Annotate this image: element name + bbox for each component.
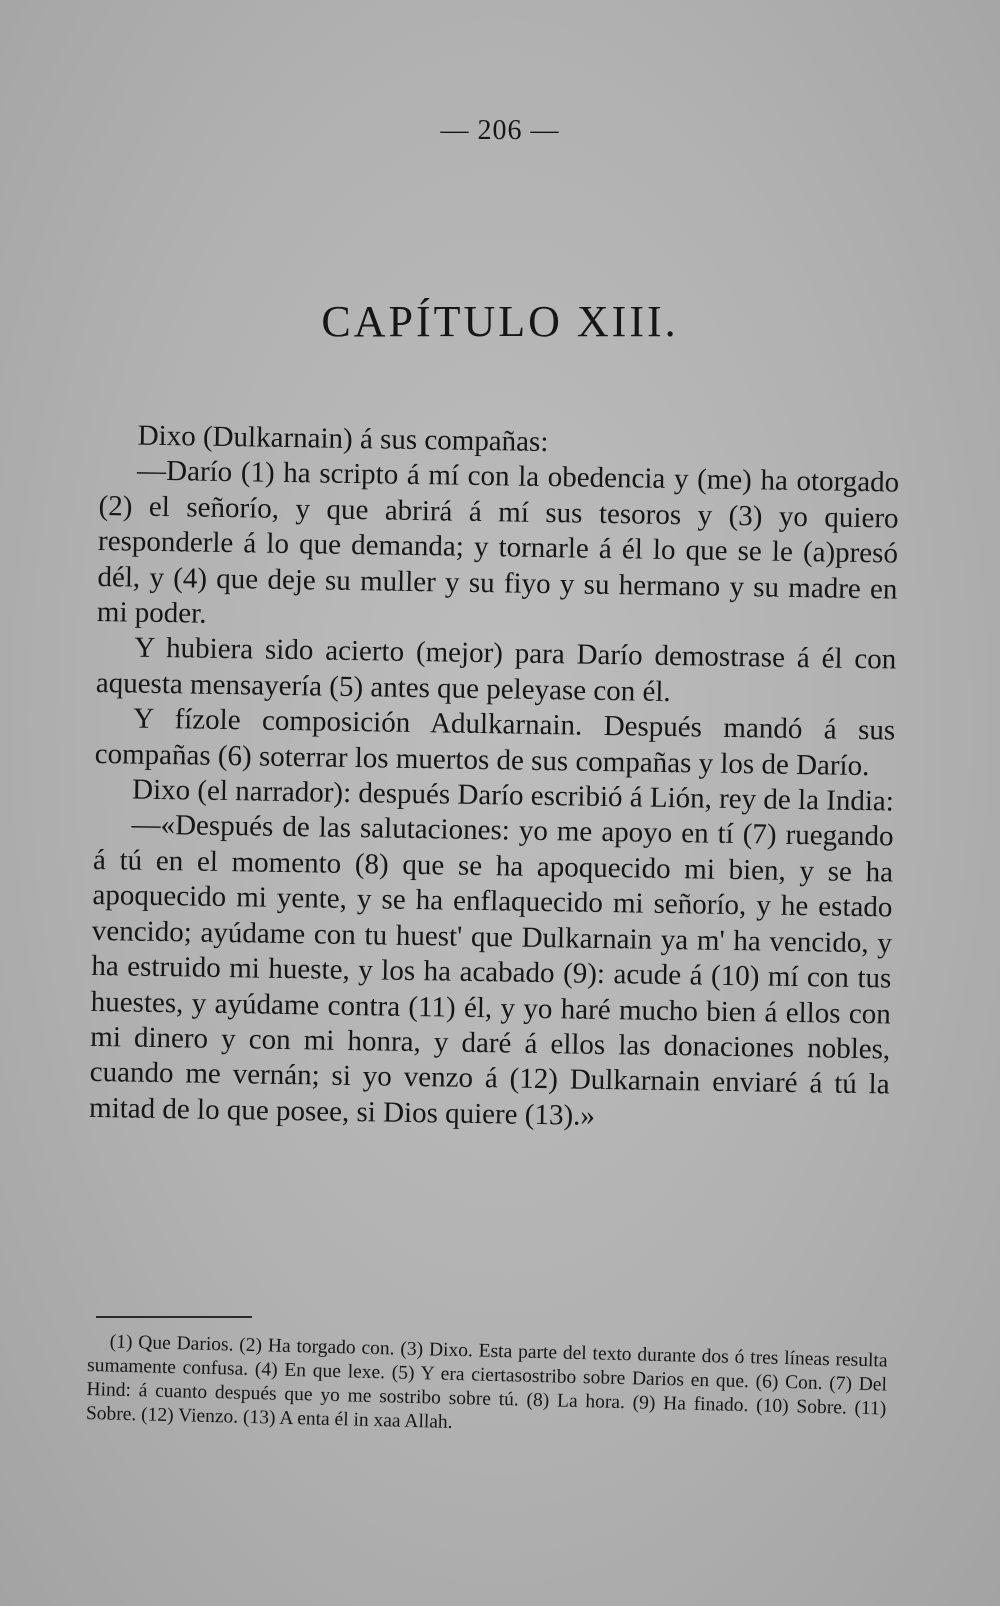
paragraph: —Darío (1) ha scripto á mí con la obedencia y (me) ha otorgado (2) el señorío, y que abrirá á mí sus tesoros y (3) yo quiero responderle á lo que demanda; y tornarle á él lo que se le (a)presó dél, y (4) que deje su muller y su fiyo y su hermano y su madre en mi poder.: [96, 454, 900, 630]
paragraph: Y hubiera sido acierto (mejor) para Darío demostrase á él con aquesta mensayería (5) antes que peleyase con él.: [95, 632, 897, 708]
paragraph: Dixo (el narrador): después Darío escribió á Lión, rey de la India:: [131, 773, 895, 818]
paragraph: Y fízole composición Adulkarnain. Después mandó á sus compañas (6) soterrar los muertos de sus compañas y los de Darío.: [94, 702, 896, 782]
chapter-title: CAPÍTULO XIII.: [321, 297, 679, 346]
paragraph: Dixo (Dulkarnain) á sus compañas:: [137, 419, 549, 459]
footnote-text: (1) Que Darios. (2) Ha torgado con. (3) Dixo. Esta parte del texto durante dos ó tres líneas resulta sumamente confusa. (4) En que lexe. (5) Y era ciertasostribo sobre Darios en que. (6) Con. (7) Del Hind: á cuanto después que yo me sostribo sobre tú. (8) La hora. (9) Ha finado. (10) Sobre. (11) Sobre. (12) Vienzo. (13) A enta él in xaa Allah.: [85, 1331, 888, 1433]
body-text: [89, 418, 900, 1139]
page-number: — 206 —: [440, 115, 560, 146]
paragraph: —«Después de las salutaciones: yo me apoyo en tí (7) ruegando á tú en el momento (8) que se ha apoquecido mi bien, y se ha apoquecido mi yente, y se ha enflaquecido mi señorío, y he estado vencido; ayúdame con tu huest' que Dulkarnain ya m' ha vencido, y ha estruido mi hueste, y los ha acabado (9): acude á (10) mí con tus huestes, y ayúdame contra (11) él, y yo haré mucho bien á ellos con mi dinero y con mi honra, y daré á ellos las donaciones nobles, cuando me vernán; si yo venzo á (12) Dulkarnain enviaré á tú la mitad de lo que posee, si Dios quiere (13).»: [88, 809, 894, 1132]
footnote-divider: [96, 1316, 252, 1318]
footnotes: [86, 1330, 888, 1446]
